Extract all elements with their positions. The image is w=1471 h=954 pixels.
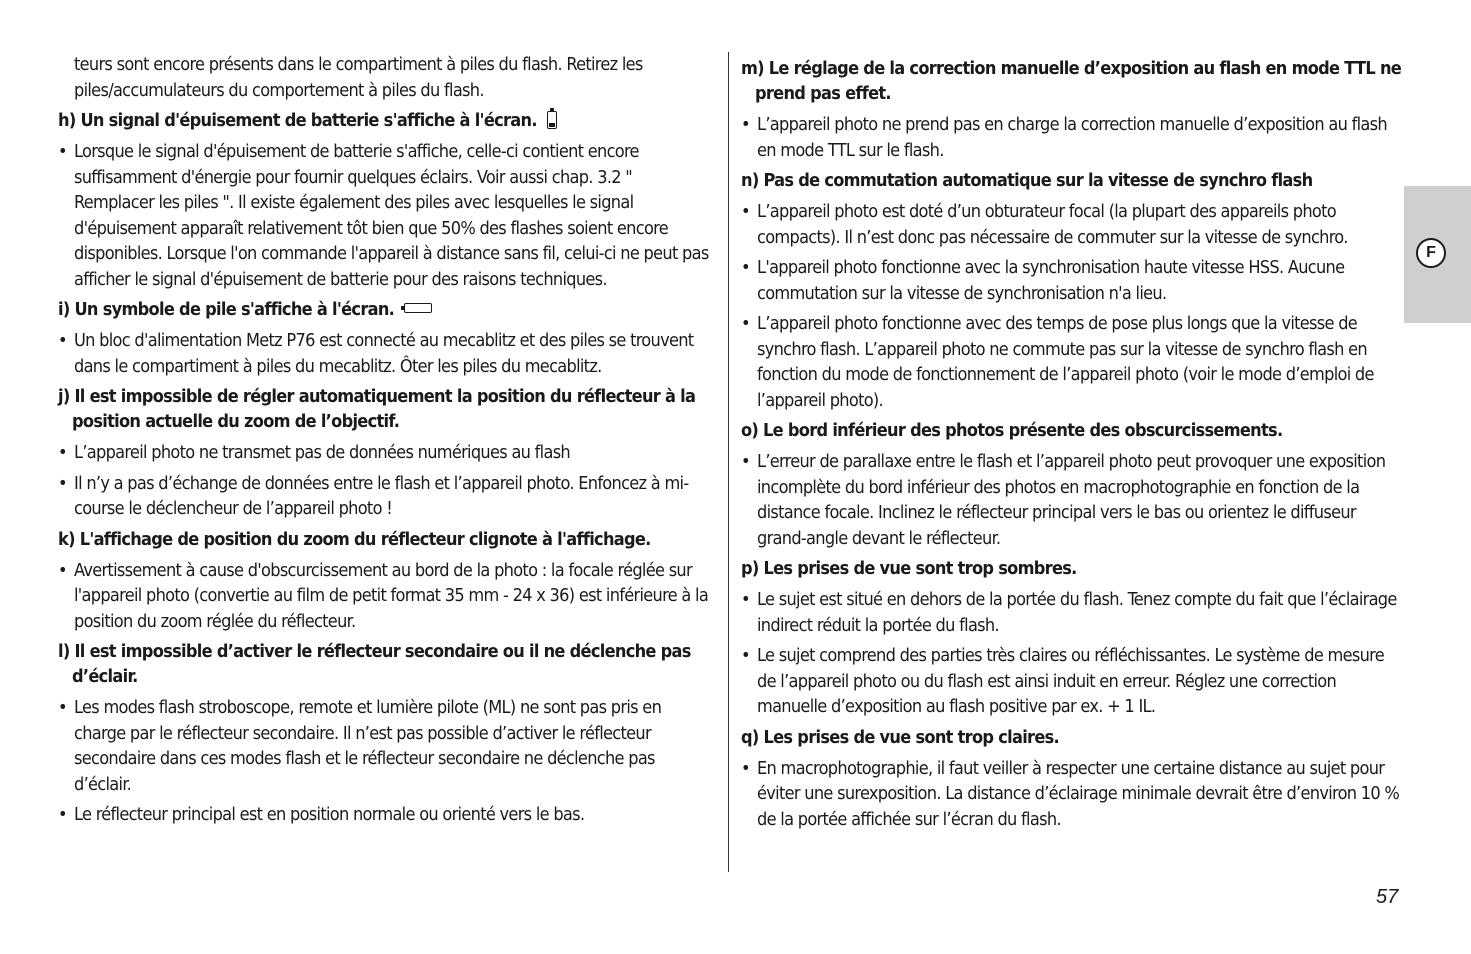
- left-column: [58, 52, 716, 833]
- section-i: [58, 297, 716, 379]
- list-item: • L’appareil photo est doté d’un obturateur focal (la plupart des appareils photo compacts). Il n’est donc pas nécessaire de commuter sur la vitesse de synchro.: [741, 199, 1403, 250]
- section-heading: q) Les prises de vue sont trop claires.: [741, 726, 1060, 748]
- list-item: • Lorsque le signal d'épuisement de batterie s'affiche, celle-ci contient encore suffisamment d'énergie pour fournir quelques éclairs. Voir aussi chap. 3.2 " Remplacer les piles ". Il existe également des piles avec lesquelles le signal d'épuisement apparaît relativement tôt bien que 50% des flashes soient encore disponibles. Lorsque l'on commande l'appareil à distance sans fil, celui-ci ne peut pas afficher le signal d'épuisement de batterie pour des raisons techniques.: [58, 139, 716, 292]
- section-heading: n) Pas de commutation automatique sur la vitesse de synchro flash: [741, 170, 1313, 191]
- list-item: • L'appareil photo fonctionne avec la synchronisation haute vitesse HSS. Aucune commutation sur la vitesse de synchronisation n'a lieu.: [741, 255, 1403, 306]
- section-j: [58, 384, 716, 522]
- battery-low-icon: [547, 111, 557, 129]
- list-item: • L’appareil photo ne prend pas en charge la correction manuelle d’exposition au flash en mode TTL sur le flash.: [741, 112, 1403, 163]
- intro-paragraph: teurs sont encore présents dans le compartiment à piles du flash. Retirez les piles/accumulateurs du comportement à piles du flash.: [74, 54, 643, 101]
- battery-cell-icon: [404, 303, 432, 313]
- language-tab-label: F: [1416, 238, 1446, 268]
- list-item: • L’erreur de parallaxe entre le flash et l’appareil photo peut provoquer une exposition incomplète du bord inférieur des photos en macrophotographie en fonction de la distance focale. Inclinez le réflecteur principal vers le bas ou orientez le diffuseur grand-angle devant le réflecteur.: [741, 449, 1403, 551]
- list-item: • Les modes flash stroboscope, remote et lumière pilote (ML) ne sont pas pris en charge par le réflecteur secondaire. Il n’est pas possible d’activer le réflecteur secondaire dans ces modes flash et le réflecteur secondaire ne déclenche pas d’éclair.: [58, 695, 716, 797]
- list-item: • Un bloc d'alimentation Metz P76 est connecté au mecablitz et des piles se trouvent dans le compartiment à piles du mecablitz. Ôter les piles du mecablitz.: [58, 328, 716, 379]
- right-column: [741, 52, 1403, 837]
- list-item: • Le sujet comprend des parties très claires ou réfléchissantes. Le système de mesure de l’appareil photo ou du flash est ainsi induit en erreur. Réglez une correction manuelle d’exposition au flash positive par ex. + 1 IL.: [741, 643, 1403, 720]
- section-q: [741, 725, 1403, 833]
- list-item: • En macrophotographie, il faut veiller à respecter une certaine distance au sujet pour éviter une surexposition. La distance d’éclairage minimale devrait être d’environ 10 % de la portée affichée sur l’écran du flash.: [741, 756, 1403, 833]
- section-heading: j) Il est impossible de régler automatiquement la position du réflecteur à la position actuelle du zoom de l’objectif.: [58, 386, 696, 432]
- section-n: [741, 168, 1403, 413]
- section-heading: i) Un symbole de pile s'affiche à l'écran.: [58, 297, 716, 322]
- list-item: • Avertissement à cause d'obscurcissement au bord de la photo : la focale réglée sur l'appareil photo (convertie au film de petit format 35 mm - 24 x 36) est inférieure à la position du zoom réglée du réflecteur.: [58, 558, 716, 635]
- list-item: • Il n’y a pas d’échange de données entre le flash et l’appareil photo. Enfoncez à mi-course le déclencheur de l’appareil photo !: [58, 471, 716, 522]
- list-item: • L’appareil photo fonctionne avec des temps de pose plus longs que la vitesse de synchro flash. L’appareil photo ne commute pas sur la vitesse de synchro flash en fonction du mode de fonctionnement de l’appareil photo (voir le mode d’emploi de l’appareil photo).: [741, 311, 1403, 413]
- list-item: • Le sujet est situé en dehors de la portée du flash. Tenez compte du fait que l’éclairage indirect réduit la portée du flash.: [741, 587, 1403, 638]
- section-o: [741, 418, 1403, 551]
- section-heading: h) Un signal d'épuisement de batterie s'affiche à l'écran.: [58, 108, 716, 133]
- section-k: [58, 527, 716, 635]
- section-heading: k) L'affichage de position du zoom du réflecteur clignote à l'affichage.: [58, 528, 651, 550]
- section-heading: l) Il est impossible d’activer le réflecteur secondaire ou il ne déclenche pas d’éclair.: [58, 641, 691, 687]
- list-item: • Le réflecteur principal est en position normale ou orienté vers le bas.: [58, 802, 716, 828]
- section-heading: p) Les prises de vue sont trop sombres.: [741, 558, 1077, 579]
- section-heading: o) Le bord inférieur des photos présente des obscurcissements.: [741, 420, 1283, 441]
- section-p: [741, 556, 1403, 720]
- column-divider: [728, 52, 729, 872]
- section-m: [741, 56, 1403, 163]
- list-item: • L’appareil photo ne transmet pas de données numériques au flash: [58, 440, 716, 466]
- page-number: 57: [1376, 886, 1399, 908]
- section-l: [58, 639, 716, 828]
- language-tab: [1404, 186, 1471, 323]
- section-h: [58, 108, 716, 292]
- section-heading: m) Le réglage de la correction manuelle d’exposition au flash en mode TTL ne prend pas effet.: [741, 58, 1402, 104]
